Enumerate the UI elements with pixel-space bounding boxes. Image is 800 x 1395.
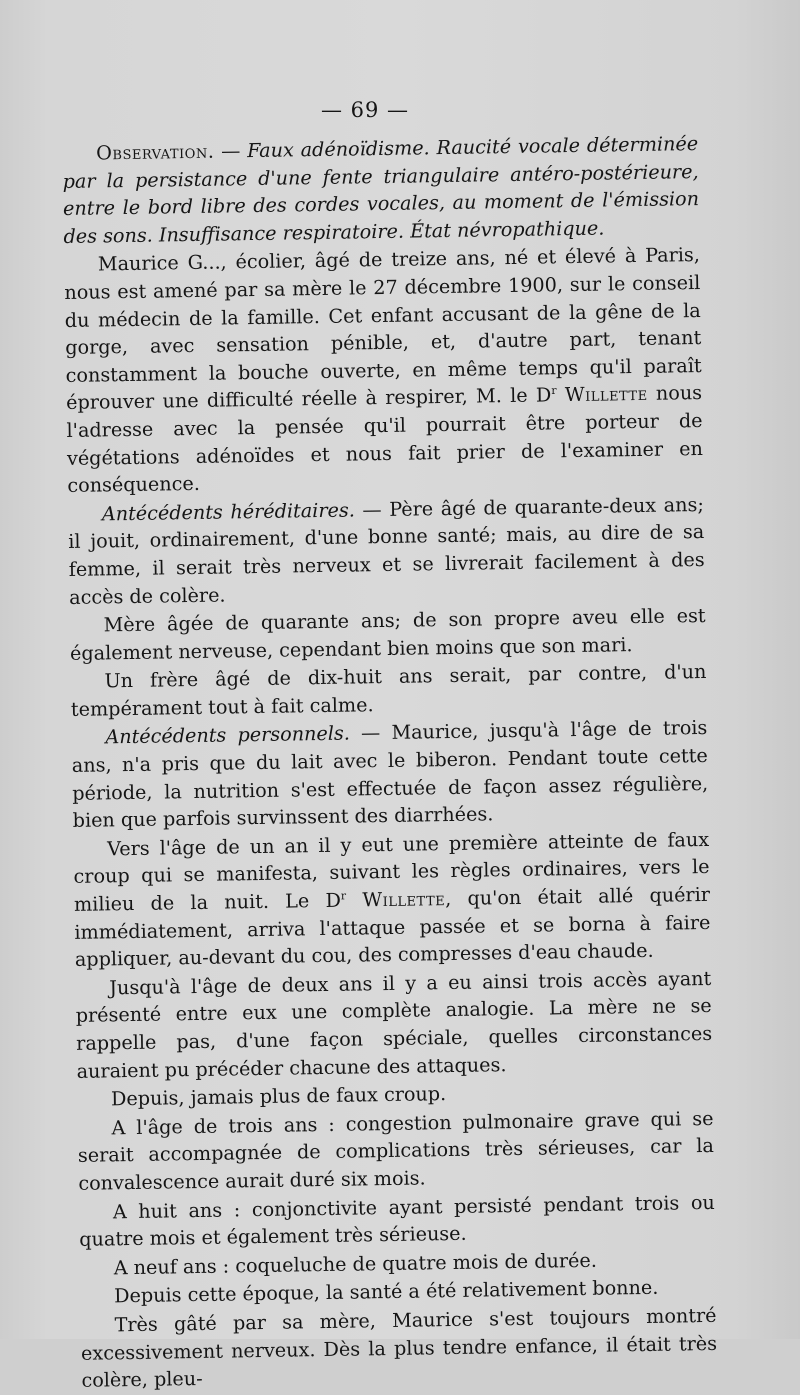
paragraph-mother: Mère âgée de quarante ans; de son propre aveu elle est également nerveuse, cependant bien moins que son mari. [69, 604, 706, 665]
p6-text: Vers l'âge de un an il y eut une première atteinte de faux croup qui se manifesta, suivant les règles ordinaires, vers le milieu de la nuit. Le D [73, 827, 710, 916]
paragraph-age-three: A l'âge de trois ans : congestion pulmonaire grave qui se serait accompagnée de complications très sérieuses, car la convalescence aurait duré six mois. [77, 1106, 715, 1195]
paragraph-attacks: Jusqu'à l'âge de deux ans il y a eu ainsi trois accès ayant présenté entre eux une complète analogie. La mère ne se rappelle pas, d'une façon spéciale, quelles circonstances auraient pu précéder chacune des attaques. [75, 966, 713, 1083]
hereditary-text: — Père âgé de quarante-deux ans; il jouit, ordinairement, d'une bonne santé; mais, au dire de sa femme, il serait très nerveux et se livrerait facilement à des accès de colère. [68, 492, 705, 609]
paragraph-temperament: Très gâté par sa mère, Maurice s'est toujours montré excessivement nerveux. Dès la plus tendre enfance, il était très colère, pleu- [80, 1303, 718, 1392]
paragraph-no-croup: Depuis, jamais plus de faux croup. [110, 1082, 447, 1111]
personal-text: — Maurice, jusqu'à l'âge de trois ans, n'a pris que du lait avec le biberon. Pendant toute cette période, la nutrition s'est effectuée de façon assez régulière, bien que parfois survinssent des diarrhées. [71, 716, 709, 833]
hereditary-label: Antécédents héréditaires. [101, 498, 355, 526]
p1-text: Maurice G..., écolier, âgé de treize ans, né et élevé à Paris, nous est amené par sa mère le 27 décembre 1900, sur le conseil du médecin de la famille. Cet enfant accusant de la gêne de la gorge, avec sensation pénible, et, d'autre part, tenant constamment la bouche ouverte, en même temps qu'il paraît éprouver une difficulté réelle à respirer, M. le D [64, 243, 702, 415]
paragraph-hereditary [68, 491, 706, 611]
page-number: — 69 — [320, 98, 410, 122]
observation-heading [62, 130, 700, 250]
paragraph-patient-intro [64, 241, 704, 499]
paragraph-age-eight: A huit ans : conjonctivite ayant persisté pendant trois ou quatre mois et également très sérieuse. [79, 1190, 715, 1252]
paragraph-age-nine: A neuf ans : coqueluche de quatre mois de durée. [113, 1248, 598, 1280]
paragraph-health: Depuis cette époque, la santé a été relativement bonne. [113, 1276, 659, 1308]
p1-text-end: nous l'adresse avec la pensée qu'il pourrait être porteur de végétations adénoïdes et nous fait prier de l'examiner en conséquence. [66, 381, 704, 498]
p1-doctor-sup: r [551, 384, 557, 398]
p1-doctor-name: Willette [564, 382, 648, 407]
body-text [62, 130, 718, 1395]
p6-text-end: , qu'on était allé quérir immédiatement, arriva l'attaque passée et se borna à faire appliquer, au-devant du cou, des compresses d'eau chaude. [74, 882, 711, 972]
observation-title: Faux adénoïdisme. Raucité vocale déterminée par la persistance d'une fente triangulaire antéro-postérieure, entre le bord libre des cordes vocales, au moment de l'émission des sons. Insuffisance respiratoire. État névropathique. [62, 132, 700, 248]
paragraph-croup [73, 826, 711, 974]
paragraph-personal [71, 714, 709, 834]
p6-doctor-sup: r [340, 889, 347, 903]
p6-doctor-name: Willette [362, 887, 446, 912]
observation-label: Observation. [96, 139, 215, 165]
heading-dash: — [220, 139, 241, 163]
paragraph-brother: Un frère âgé de dix-huit ans serait, par contre, d'un tempérament tout à fait calme. [70, 660, 707, 721]
personal-label: Antécédents personnels. [105, 722, 351, 749]
